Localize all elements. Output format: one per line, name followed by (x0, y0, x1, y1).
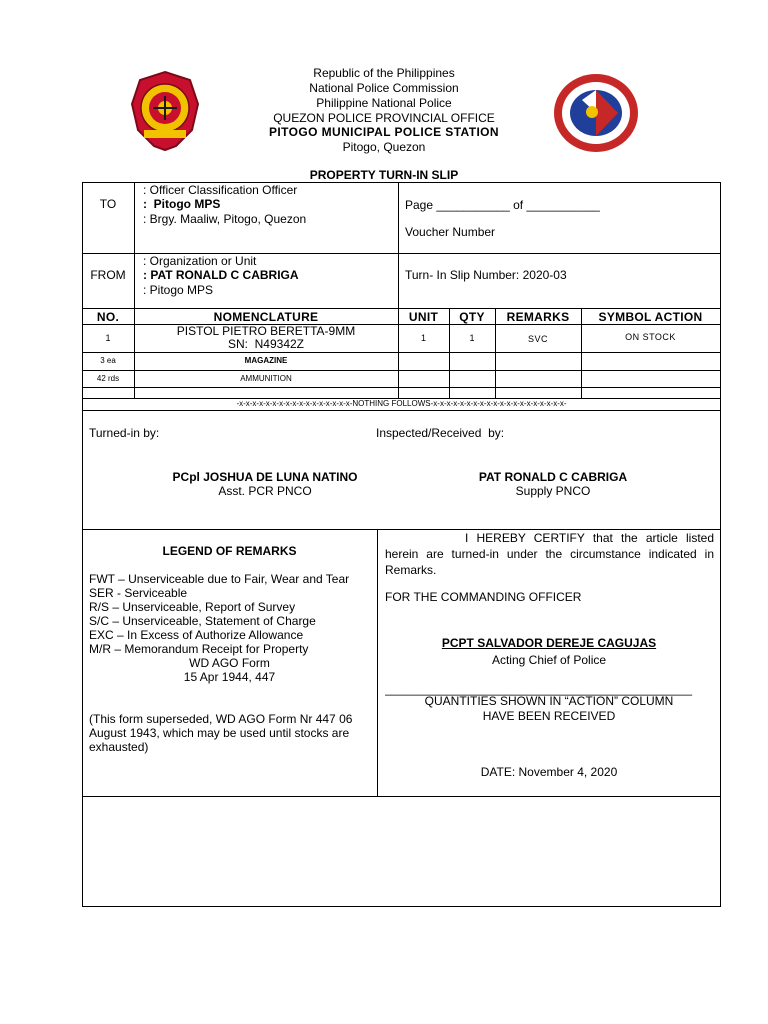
legend-rs: R/S – Unserviceable, Report of Survey (89, 600, 296, 614)
col-header-no: NO. (96, 310, 120, 324)
legend-mr: M/R – Memorandum Receipt for Property (89, 642, 309, 656)
to-address: : Brgy. Maaliw, Pitogo, Quezon (143, 212, 307, 226)
nothing-follows: -x-x-x-x-x-x-x-x-x-x-x-x-x-x-x-x-x-NOTHING FOLLOWS-x-x-x-x-x-x-x-x-x-x-x-x-x-x-x-x-x-x-x-x- (236, 399, 567, 408)
form-title: PROPERTY TURN-IN SLIP (309, 168, 459, 182)
received-by-name: PAT RONALD C CABRIGA (478, 470, 628, 484)
legend-superseded-note: (This form superseded, WD AGO Form Nr 447 06 August 1943, which may be used until stocks are exhausted) (89, 712, 353, 754)
turned-in-name: PCpl JOSHUA DE LUNA NATINO (172, 470, 358, 484)
row-symbol-action: ON STOCK (625, 332, 676, 342)
header-location: Pitogo, Quezon (342, 140, 426, 154)
header-republic: Republic of the Philippines (313, 66, 455, 80)
header-provincial-office: QUEZON POLICE PROVINCIAL OFFICE (273, 111, 495, 125)
col-header-symbol-action: SYMBOL ACTION (598, 310, 703, 324)
for-commanding-officer: FOR THE COMMANDING OFFICER (385, 590, 582, 604)
turned-in-position: Asst. PCR PNCO (218, 484, 312, 498)
row-unit: 1 (420, 333, 426, 343)
officer-position: Acting Chief of Police (491, 653, 607, 667)
turned-in-label: Turned-in by: (89, 426, 160, 440)
row-no: 1 (105, 333, 111, 343)
from-org-label: : Organization or Unit (143, 254, 257, 268)
legend-ser: SER - Serviceable (89, 586, 188, 600)
col-header-nomenclature: NOMENCLATURE (213, 310, 319, 324)
row-remarks: SVC (527, 334, 548, 344)
certification-text: I HEREBY CERTIFY that the article listed herein are turned-in under the circumstance indicated in Remarks. (385, 531, 714, 577)
col-header-qty: QTY (459, 310, 485, 324)
to-label: TO (99, 197, 117, 211)
inspected-label: Inspected/Received by: (376, 426, 505, 440)
to-recipient: : Officer Classification Officer (143, 183, 298, 197)
header-pnp: Philippine National Police (316, 96, 452, 110)
row-nomenclature: AMMUNITION (240, 374, 292, 383)
slip-number: Turn- In Slip Number: 2020-03 (405, 268, 567, 282)
row-no: 42 rds (96, 374, 120, 383)
page-field: Page ___________ of ___________ (405, 198, 600, 212)
row-qty: 1 (469, 333, 475, 343)
header-station: PITOGO MUNICIPAL POLICE STATION (269, 125, 499, 139)
legend-title: LEGEND OF REMARKS (162, 544, 297, 558)
legend-form-date: 15 Apr 1944, 447 (183, 670, 276, 684)
row-nomenclature-line1: PISTOL PIETRO BERETTA-9MM (176, 324, 356, 338)
from-label: FROM (90, 268, 126, 282)
officer-name: PCPT SALVADOR DEREJE CAGUJAS (441, 636, 657, 650)
from-unit: : Pitogo MPS (143, 283, 214, 297)
signature-line: ______________________________________________ (385, 682, 692, 696)
row-nomenclature-line2: SN: N49342Z (227, 337, 305, 351)
received-note: HAVE BEEN RECEIVED (482, 709, 616, 723)
header-napolcom: National Police Commission (309, 81, 459, 95)
legend-fwt: FWT – Unserviceable due to Fair, Wear and Tear (89, 572, 350, 586)
legend-exc: EXC – In Excess of Authorize Allowance (89, 628, 304, 642)
row-no: 3 ea (100, 356, 116, 365)
legend-form: WD AGO Form (189, 656, 270, 670)
to-unit: : Pitogo MPS (143, 197, 221, 211)
col-header-unit: UNIT (408, 310, 439, 324)
from-name: : PAT RONALD C CABRIGA (143, 268, 299, 282)
quantities-note: QUANTITIES SHOWN IN “ACTION” COLUMN (424, 694, 674, 708)
row-nomenclature: MAGAZINE (244, 356, 288, 365)
col-header-remarks: REMARKS (506, 310, 570, 324)
legend-sc: S/C – Unserviceable, Statement of Charge (89, 614, 316, 628)
received-by-position: Supply PNCO (515, 484, 591, 498)
certification-date: DATE: November 4, 2020 (480, 765, 618, 779)
legend-list (89, 572, 370, 684)
voucher-number: Voucher Number (405, 225, 496, 239)
